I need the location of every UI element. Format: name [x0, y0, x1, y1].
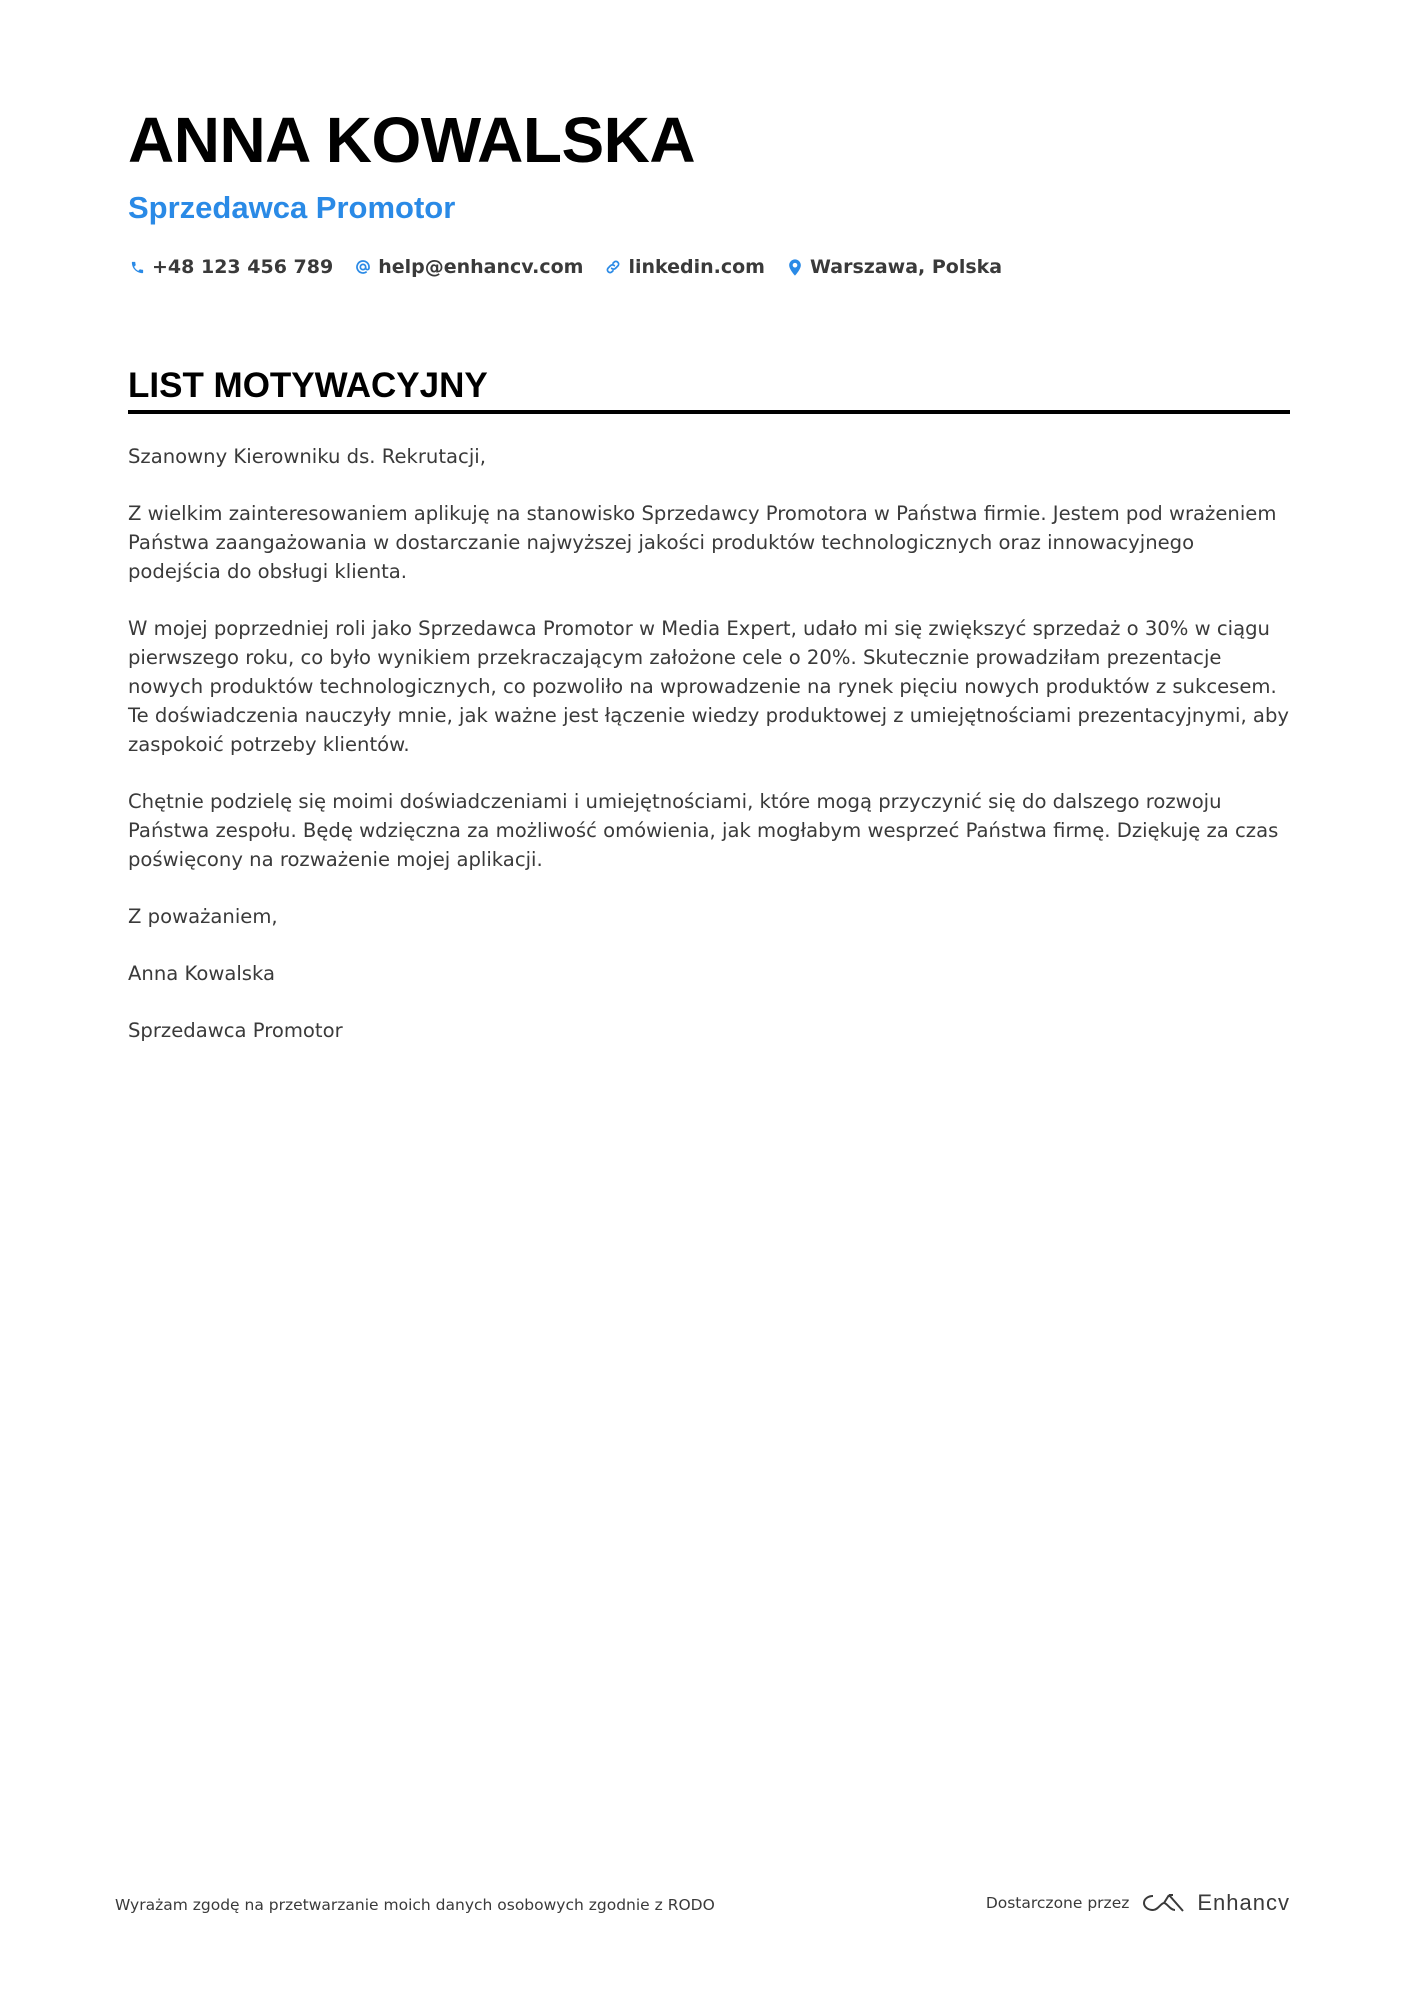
letter-paragraph-2: W mojej poprzedniej roli jako Sprzedawca Promotor w Media Expert, udało mi się zwiększyć sprzedaż o 30% w ciągu pierwszego roku, co było wynikiem przekraczającym założone cele o 20%. Skutecznie prowadziłam prezentacje nowych produktów technologicznych, co pozwoliło na wprowadzenie na rynek pięciu nowych produktów z sukcesem. Te doświadczenia nauczyły mnie, jak ważne jest łączenie wiedzy produktowej z umiejętnościami prezentacyjnymi, aby zaspokoić potrzeby klientów.: [128, 617, 1289, 756]
gdpr-consent: Wyrażam zgodę na przetwarzanie moich danych osobowych zgodnie z RODO: [115, 1896, 715, 1914]
contact-linkedin[interactable]: [604, 256, 765, 278]
phone-icon: [128, 257, 146, 277]
letter-paragraph-1: Z wielkim zainteresowaniem aplikuję na stanowisko Sprzedawcy Promotora w Państwa firmie. Jestem pod wrażeniem Państwa zaangażowania w dostarczanie najwyższej jakości produktów technologicznych oraz innowacyjnego podejścia do obsługi klienta.: [128, 502, 1277, 583]
contact-email[interactable]: [354, 256, 583, 278]
letter-body: [128, 442, 1290, 1073]
provided-by-label: Dostarczone przez: [985, 1894, 1130, 1912]
letter-signature-role: Sprzedawca Promotor: [128, 1019, 343, 1042]
candidate-name: ANNA KOWALSKA: [128, 104, 696, 176]
contact-email-text: help@enhancv.com: [378, 256, 584, 278]
link-icon: [604, 257, 622, 277]
letter-paragraph-3: Chętnie podzielę się moimi doświadczeniami i umiejętnościami, które mogą przyczynić się do dalszego rozwoju Państwa zespołu. Będę wdzięczna za możliwość omówienia, jak mogłabym wesprzeć Państwa firmę. Dziękuję za czas poświęcony na rozważenie mojej aplikacji.: [128, 790, 1279, 871]
section-divider: [128, 410, 1290, 414]
contact-linkedin-text: linkedin.com: [628, 256, 765, 278]
contact-location-text: Warszawa, Polska: [809, 256, 1003, 278]
location-pin-icon: [786, 257, 804, 277]
footer-branding[interactable]: [986, 1890, 1290, 1916]
contact-phone-text: +48 123 456 789: [152, 256, 334, 278]
letter-closing: Z poważaniem,: [128, 905, 278, 928]
at-icon: [354, 257, 372, 277]
contact-location: [786, 256, 1002, 278]
letter-salutation: Szanowny Kierowniku ds. Rekrutacji,: [128, 445, 486, 468]
candidate-role: Sprzedawca Promotor: [128, 190, 456, 225]
contact-phone[interactable]: [128, 256, 333, 278]
enhancv-logo-icon: [1141, 1891, 1187, 1915]
brand-name: Enhancv: [1197, 1890, 1290, 1915]
letter-signature-name: Anna Kowalska: [128, 962, 276, 985]
section-title: LIST MOTYWACYJNY: [128, 366, 488, 405]
contact-row: [128, 256, 1023, 278]
